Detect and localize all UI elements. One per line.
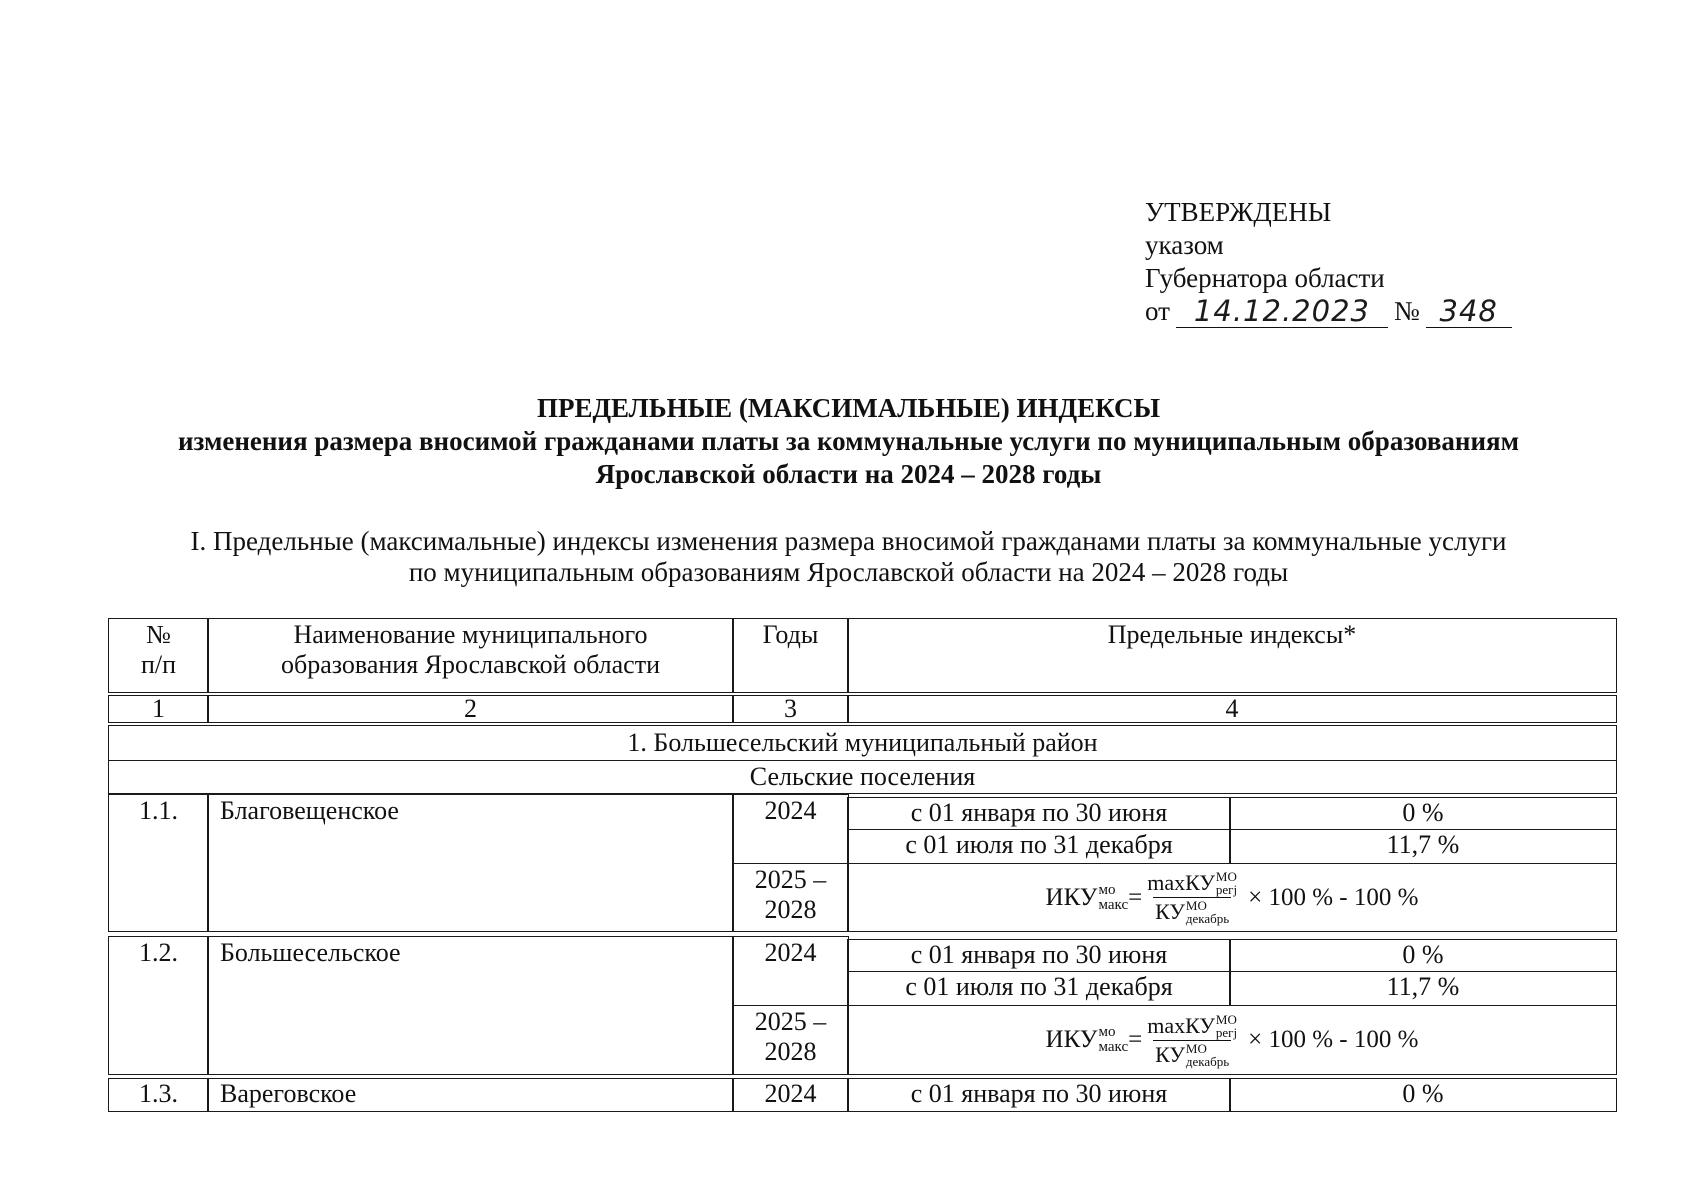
formula-fraction <box>1145 1012 1239 1069</box>
denominator-scripts <box>1186 1042 1229 1068</box>
numerator-main: maxКУ <box>1147 1012 1215 1038</box>
denominator-sup: МО <box>1185 898 1207 913</box>
formula-lhs-scripts <box>1098 883 1128 913</box>
period-label: с 01 июля по 31 декабря <box>847 971 1231 1006</box>
approval-line-decree: указом <box>1145 230 1224 260</box>
period-value: 0 % <box>1229 939 1617 972</box>
formula-equals: = <box>1128 1026 1143 1053</box>
row-number: 1.2. <box>108 936 209 1075</box>
approval-line-governor: Губернатора области <box>1145 263 1385 293</box>
denominator-sub: декабрь <box>1185 1053 1230 1069</box>
period-label: с 01 января по 30 июня <box>847 1078 1231 1112</box>
year-range-start: 2025 – <box>754 1007 827 1036</box>
section-heading <box>0 526 1697 588</box>
title-line-1: ПРЕДЕЛЬНЫЕ (МАКСИМАЛЬНЫЕ) ИНДЕКСЫ <box>536 393 1161 423</box>
approval-block <box>1145 196 1512 328</box>
period-value: 11,7 % <box>1229 971 1617 1006</box>
period-label: с 01 января по 30 июня <box>847 797 1231 830</box>
row-number: 1.3. <box>108 1078 209 1112</box>
header-indices-label: Предельные индексы* <box>1107 620 1357 649</box>
formula-lhs-sup: мо <box>1098 1024 1116 1040</box>
formula-tail: × 100 % - 100 % <box>1248 1026 1419 1053</box>
row-name: Вареговское <box>207 1078 734 1112</box>
period-value: 0 % <box>1229 797 1617 830</box>
formula-fraction <box>1145 869 1239 926</box>
header-cell-number <box>108 618 209 693</box>
header-name-line-1: Наименование муниципального <box>293 620 648 649</box>
formula-lhs-sub: макс <box>1098 1039 1129 1055</box>
header-cell-name <box>207 618 734 693</box>
year-range-end: 2028 <box>764 1037 817 1066</box>
period-value: 0 % <box>1229 1078 1617 1112</box>
numerator-sub: регj <box>1215 882 1238 897</box>
formula-lhs: ИКУ <box>1045 883 1098 911</box>
district-row: 1. Большесельский муниципальный район <box>108 725 1617 761</box>
numerator-main: maxКУ <box>1147 870 1215 895</box>
row-year-first: 2024 <box>732 794 849 864</box>
row-year-first: 2024 <box>732 936 849 1006</box>
approval-from-label: от <box>1145 296 1170 326</box>
numerator-scripts <box>1216 1013 1237 1039</box>
section-line-2: по муниципальным образованиям Ярославской области на 2024 – 2028 годы <box>408 557 1289 587</box>
denominator-sub: декабрь <box>1185 911 1230 926</box>
formula-numerator <box>1145 869 1239 897</box>
denominator-main: КУ <box>1155 899 1185 924</box>
header-number-abbr: п/п <box>140 650 177 679</box>
formula-tail: × 100 % - 100 % <box>1248 883 1419 911</box>
formula-numerator <box>1145 1012 1239 1040</box>
index-formula <box>847 1005 1617 1075</box>
formula-lhs-sup: мо <box>1098 881 1116 898</box>
year-range-end: 2028 <box>764 895 817 924</box>
numerator-scripts <box>1216 870 1237 896</box>
period-label: с 01 января по 30 июня <box>847 939 1231 972</box>
year-range-start: 2025 – <box>754 865 827 894</box>
row-name: Большесельское <box>207 936 734 1075</box>
document-title <box>0 392 1697 491</box>
formula-lhs-sub: макс <box>1098 896 1129 913</box>
column-number-1: 1 <box>108 695 209 723</box>
formula-denominator <box>1153 1040 1231 1069</box>
numerator-sup: МО <box>1215 1011 1237 1027</box>
numerator-sup: МО <box>1215 869 1237 884</box>
period-value: 11,7 % <box>1229 829 1617 864</box>
formula-lhs-scripts <box>1098 1025 1128 1055</box>
handwritten-number: 348 <box>1426 296 1512 328</box>
denominator-main: КУ <box>1155 1041 1185 1067</box>
formula-equals: = <box>1128 883 1143 911</box>
column-number-2: 2 <box>207 695 734 723</box>
column-number-3: 3 <box>732 695 849 723</box>
row-number: 1.1. <box>108 794 209 932</box>
title-line-2: изменения размера вносимой гражданами платы за коммунальные услуги по муниципальным образованиям <box>177 426 1520 456</box>
formula-denominator <box>1153 897 1231 926</box>
formula-lhs: ИКУ <box>1045 1026 1098 1053</box>
header-name-line-2: образования Ярославской области <box>281 650 660 679</box>
header-number-symbol: № <box>146 620 171 649</box>
approval-line-approved: УТВЕРЖДЕНЫ <box>1145 197 1332 227</box>
approval-number-label: № <box>1393 296 1420 326</box>
section-line-1: I. Предельные (максимальные) индексы изменения размера вносимой гражданами платы за коммунальные услуги <box>190 526 1507 556</box>
index-formula <box>847 863 1617 932</box>
column-number-4: 4 <box>847 695 1617 723</box>
period-label: с 01 июля по 31 декабря <box>847 829 1231 864</box>
header-cell-indices <box>847 618 1617 693</box>
denominator-scripts <box>1186 899 1229 925</box>
header-cell-years <box>732 618 849 693</box>
numerator-sub: регj <box>1215 1024 1238 1040</box>
row-name: Благовещенское <box>207 794 734 932</box>
row-year-range <box>732 1005 849 1075</box>
header-years-label: Годы <box>762 620 819 649</box>
row-year-range <box>732 863 849 932</box>
approval-date-line <box>1145 295 1512 328</box>
title-line-3: Ярославской области на 2024 – 2028 годы <box>595 459 1102 489</box>
denominator-sup: МО <box>1185 1040 1207 1056</box>
row-year-first: 2024 <box>732 1078 849 1112</box>
subgroup-row: Сельские поселения <box>108 760 1617 794</box>
handwritten-date: 14.12.2023 <box>1176 296 1388 328</box>
